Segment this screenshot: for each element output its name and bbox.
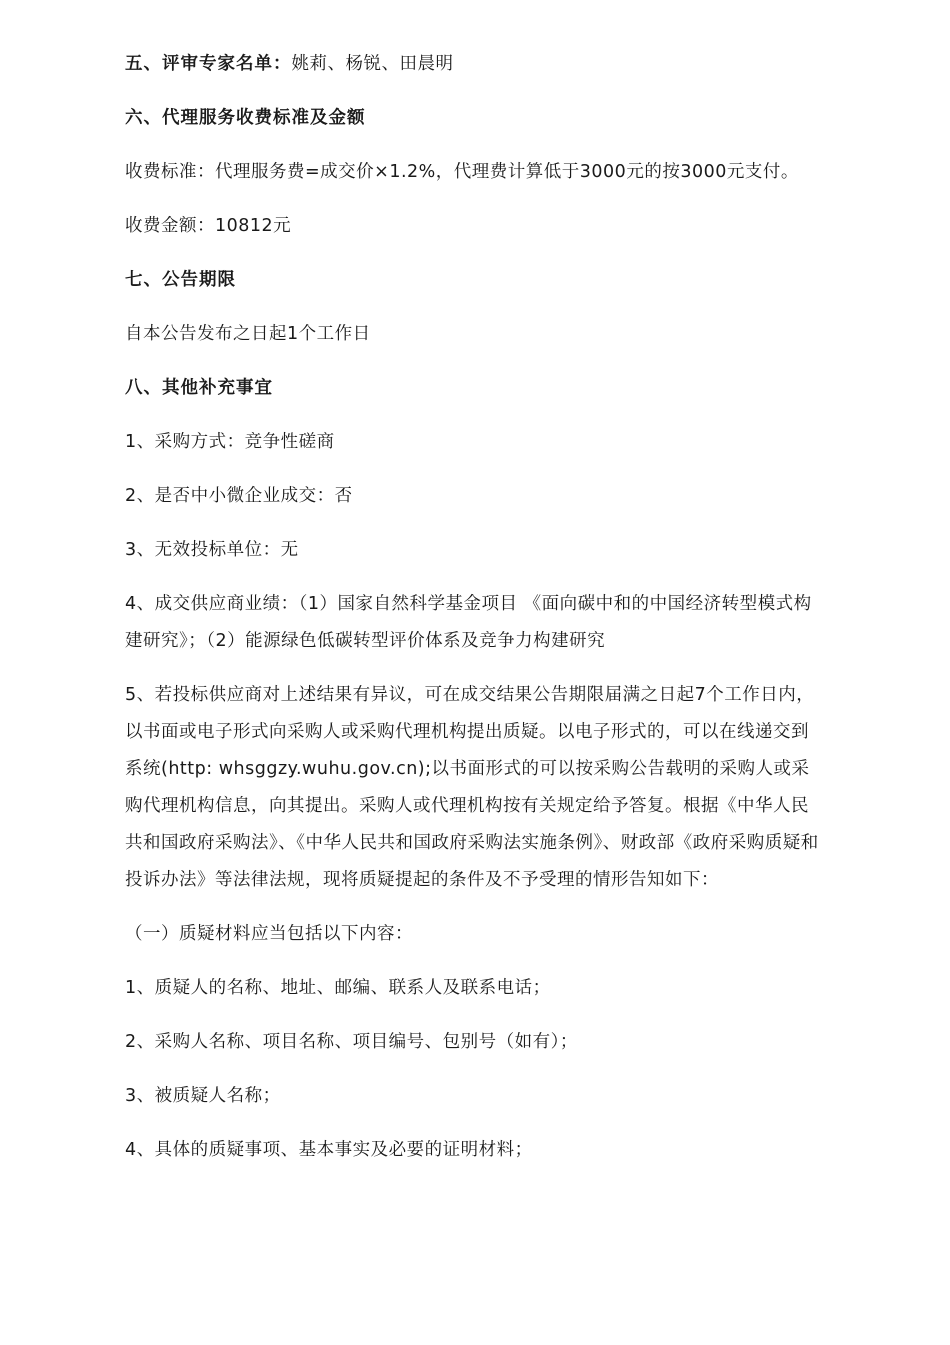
document-body <box>125 46 825 1186</box>
fee-standard-paragraph: 收费标准：代理服务费=成交价×1.2%，代理费计算低于3000元的按3000元支付。 <box>125 162 799 182</box>
section-8-heading: 八、其他补充事宜 <box>125 378 273 398</box>
list-item-objection-details: 4、具体的质疑事项、基本事实及必要的证明材料； <box>125 1140 533 1160</box>
list-item-invalid-bidders: 3、无效投标单位：无 <box>125 540 299 560</box>
section-7-heading: 七、公告期限 <box>125 270 236 290</box>
notice-period-paragraph: 自本公告发布之日起1个工作日 <box>125 324 371 344</box>
expert-list-names: 姚莉、杨锐、田晨明 <box>291 54 454 74</box>
list-item-procurement-method: 1、采购方式：竞争性磋商 <box>125 432 335 452</box>
list-item-objector-info: 1、质疑人的名称、地址、邮编、联系人及联系电话； <box>125 978 551 998</box>
list-item-sme: 2、是否中小微企业成交：否 <box>125 486 353 506</box>
section-6-heading: 六、代理服务收费标准及金额 <box>125 108 366 128</box>
list-item-objection-rules: 5、若投标供应商对上述结果有异议，可在成交结果公告期限届满之日起7个工作日内，以书面或电子形式向采购人或采购代理机构提出质疑。以电子形式的，可以在线递交到系统(http: whsggzy.wuhu.gov.cn);以书面形式的可以按采购公告载明的采购人或采购代理机构信息，向其提出。采购人或代理机构按有关规定给予答复。根据《中华人民共和国政府采购法》、《中华人民共和国政府采购法实施条例》、财政部《政府采购质疑和投诉办法》等法律法规，现将质疑提起的条件及不予受理的情形告知如下： <box>125 685 819 890</box>
expert-list-paragraph <box>125 46 825 83</box>
fee-amount-paragraph: 收费金额：10812元 <box>125 216 292 236</box>
list-item-project-info: 2、采购人名称、项目名称、项目编号、包别号（如有）； <box>125 1032 578 1052</box>
expert-list-label: 五、评审专家名单： <box>125 54 292 74</box>
list-item-supplier-performance: 4、成交供应商业绩：（1）国家自然科学基金项目 《面向碳中和的中国经济转型模式构建研究》；（2）能源绿色低碳转型评价体系及竞争力构建研究 <box>125 594 812 651</box>
list-item-respondent-name: 3、被质疑人名称； <box>125 1086 281 1106</box>
objection-materials-heading: （一）质疑材料应当包括以下内容： <box>125 924 413 944</box>
